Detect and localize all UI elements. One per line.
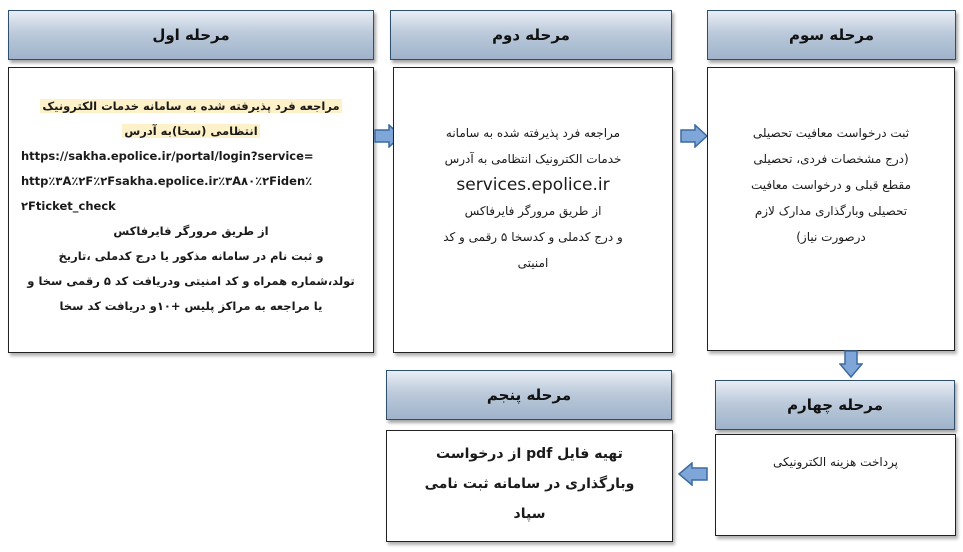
stage1-url-line-1: https://sakha.epolice.ir/portal/login?service= — [21, 149, 314, 163]
stage1-title: مرحله اول — [152, 26, 230, 44]
stage4-box — [715, 434, 956, 536]
stage3-header — [707, 10, 956, 60]
stage3-line-3: مقطع قبلی و درخواست معافیت — [750, 178, 912, 192]
stage3-line-2: (درج مشخصات فردی، تحصیلی — [753, 152, 909, 166]
stage5-line-3: سپاد — [513, 506, 546, 522]
stage3-title: مرحله سوم — [788, 26, 875, 44]
stage5-header — [386, 370, 672, 420]
stage4-header — [715, 380, 955, 430]
stage1-box — [8, 67, 374, 353]
stage1-url-line-2: http٪۳A٪۲F٪۲Fsakha.epolice.ir٪۳A۸۰٪۲Fiden٪ — [21, 174, 313, 188]
stage1-line-6: از طریق مرورگر فایرفاکس — [113, 224, 269, 238]
stage2-line-2: خدمات الکترونیک انتظامی به آدرس — [444, 152, 622, 166]
stage3-line-4: تحصیلی وبارگذاری مدارک لازم — [754, 204, 908, 218]
stage3-line-1: ثبت درخواست معافیت تحصیلی — [752, 126, 910, 140]
stage1-line-8: تولد،شماره همراه و کد امنیتی ودریافت کد ۵ رقمی سخا و — [27, 274, 355, 288]
stage4-title: مرحله چهارم — [787, 396, 883, 414]
stage2-header — [390, 10, 672, 60]
stage5-line-2: وبارگذاری در سامانه ثبت نامی — [424, 476, 635, 492]
stage1-line-7: و ثبت نام در سامانه مذکور یا درج کدملی ،تاریخ — [58, 249, 324, 263]
stage1-line-1 — [9, 94, 373, 119]
stage2-url: services.epolice.ir — [456, 175, 610, 195]
stage3-line-5: درصورت نیاز) — [796, 230, 866, 244]
stage5-title: مرحله پنجم — [486, 386, 572, 404]
stage1-line-2 — [9, 119, 373, 144]
stage5-line-1: تهیه فایل pdf از درخواست — [436, 446, 623, 462]
stage3-box — [707, 67, 955, 351]
arrow-right-icon — [680, 124, 708, 148]
stage5-box — [386, 430, 673, 542]
stage1-line-9: یا مراجعه به مراکز پلیس +۱۰و دریافت کد سخا — [59, 299, 323, 313]
stage2-box — [393, 67, 673, 353]
stage2-line-6: امنیتی — [517, 256, 549, 270]
arrow-down-icon — [839, 350, 863, 378]
stage1-line-2-text: انتظامی (سخا)به آدرس — [124, 124, 258, 138]
stage4-line-1: پرداخت هزینه الکترونیکی — [772, 455, 899, 469]
stage1-url-line-3: ۲Fticket_check — [21, 199, 116, 213]
stage1-line-1-text: مراجعه فرد پذیرفته شده به سامانه خدمات الکترونیک — [42, 99, 340, 113]
stage2-line-5: و درج کدملی و کدسخا ۵ رقمی و کد — [443, 230, 623, 244]
stage2-line-1: مراجعه فرد پذیرفته شده به سامانه — [445, 126, 621, 140]
stage1-header — [8, 10, 374, 60]
arrow-left-icon — [678, 462, 708, 486]
stage2-line-4: از طریق مرورگر فایرفاکس — [464, 204, 602, 218]
stage2-title: مرحله دوم — [492, 26, 570, 44]
